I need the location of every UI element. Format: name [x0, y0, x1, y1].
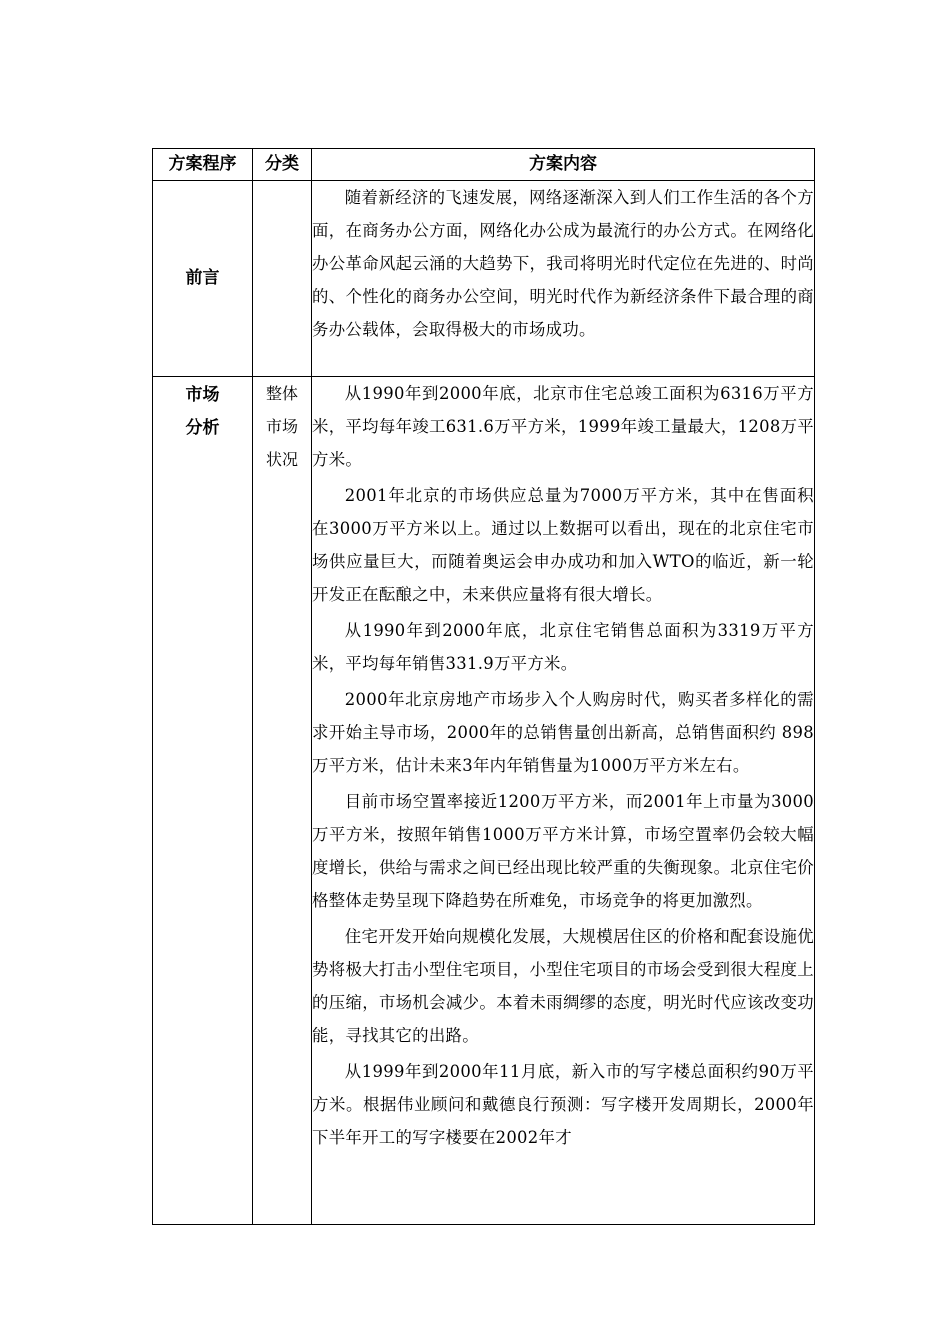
table-row-market-analysis	[153, 377, 815, 1225]
paragraph: 住宅开发开始向规模化发展，大规模居住区的价格和配套设施优势将极大打击小型住宅项目，小型住宅项目的市场会受到很大程度上的压缩，市场机会减少。本着未雨绸缪的态度，明光时代应该改变功能，寻找其它的出路。	[312, 927, 814, 1045]
section-line: 分析	[185, 418, 220, 438]
paragraph: 从1990年到2000年底，北京住宅销售总面积为3319万平方米，平均每年销售331.9万平方米。	[312, 621, 814, 673]
section-line: 市场	[185, 385, 220, 405]
section-preface: 前言	[153, 181, 253, 377]
category-line: 整体	[265, 384, 298, 403]
paragraph: 从1990年到2000年底，北京市住宅总竣工面积为6316万平方米，平均每年竣工631.6万平方米，1999年竣工量最大，1208万平方米。	[312, 384, 814, 469]
paragraph: 2001年北京的市场供应总量为7000万平方米，其中在售面积在3000万平方米以上。通过以上数据可以看出，现在的北京住宅市场供应量巨大，而随着奥运会申办成功和加入WTO的临近，新一轮开发正在酝酿之中，未来供应量将有很大增长。	[312, 486, 814, 604]
header-content: 方案内容	[312, 149, 815, 181]
paragraph: 随着新经济的飞速发展，网络逐渐深入到人们工作生活的各个方面，在商务办公方面，网络化办公成为最流行的办公方式。在网络化办公革命风起云涌的大趋势下，我司将明光时代定位在先进的、时尚的、个性化的商务办公空间，明光时代作为新经济条件下最合理的商务办公载体，会取得极大的市场成功。	[312, 188, 814, 339]
category-empty	[253, 181, 312, 377]
paragraph: 2000年北京房地产市场步入个人购房时代，购买者多样化的需求开始主导市场，2000年的总销售量创出新高，总销售面积约 898万平方米，估计未来3年内年销售量为1000万平方米左右。	[312, 690, 814, 775]
paragraph: 目前市场空置率接近1200万平方米，而2001年上市量为3000万平方米，按照年销售1000万平方米计算，市场空置率仍会较大幅度增长，供给与需求之间已经出现比较严重的失衡现象。北京住宅价格整体走势呈现下降趋势在所难免，市场竞争的将更加激烈。	[312, 792, 814, 910]
table-header-row	[153, 149, 815, 181]
header-category: 分类	[253, 149, 312, 181]
paragraph: 从1999年到2000年11月底，新入市的写字楼总面积约90万平方米。根据伟业顾问和戴德良行预测：写字楼开发周期长，2000年下半年开工的写字楼要在2002年才	[312, 1062, 814, 1147]
category-line: 市场	[265, 417, 298, 436]
category-overall-market	[253, 377, 312, 1225]
market-content	[312, 377, 815, 1225]
category-line: 状况	[265, 450, 298, 469]
header-procedure: 方案程序	[153, 149, 253, 181]
plan-table	[152, 148, 815, 1225]
table-row-preface	[153, 181, 815, 377]
section-market-analysis	[153, 377, 253, 1225]
preface-content	[312, 181, 815, 377]
